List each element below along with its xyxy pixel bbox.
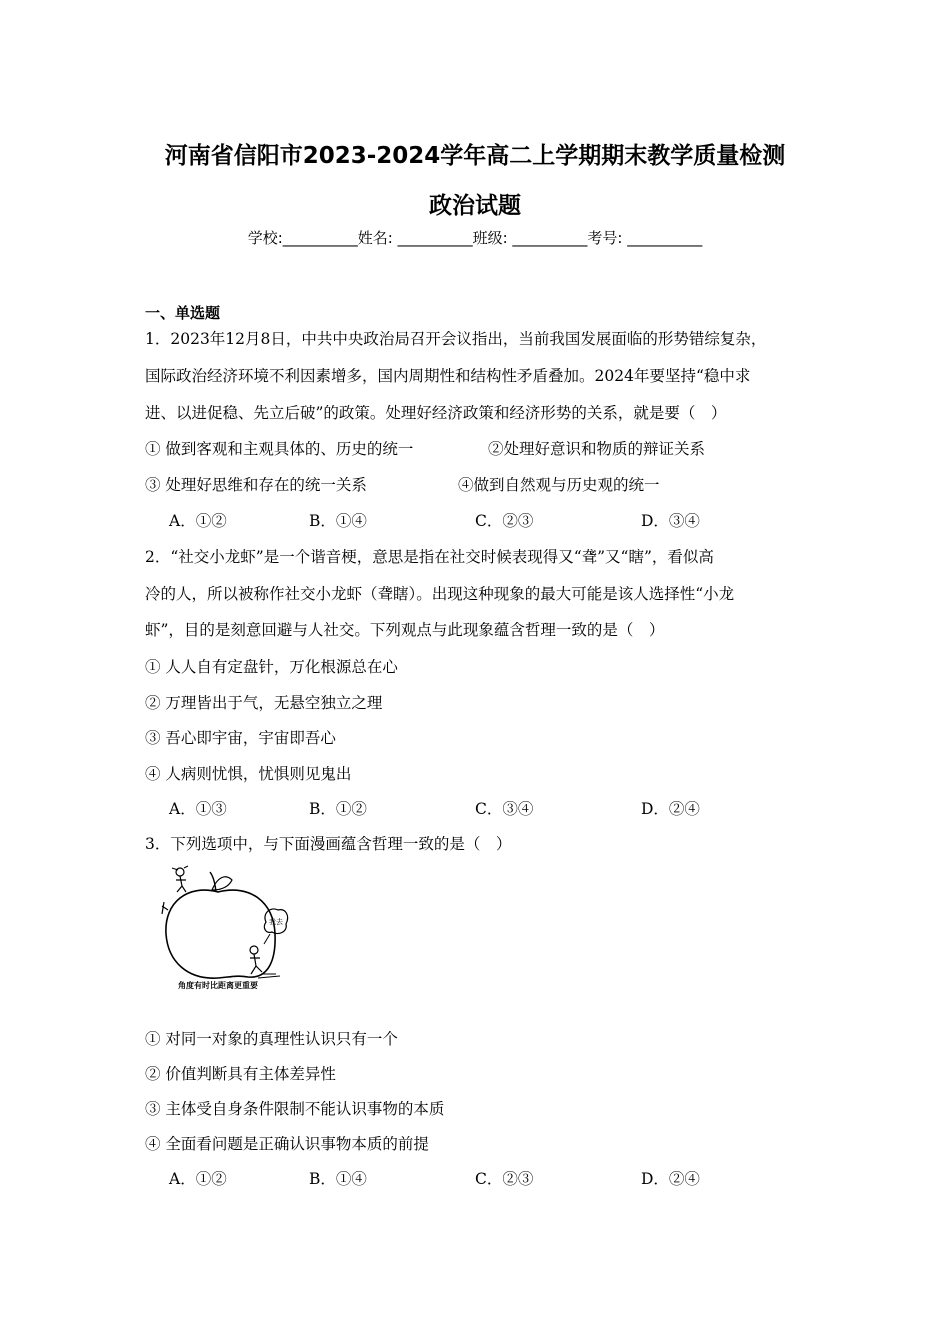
q3-statement: ② 价值判断具有主体差异性: [145, 1065, 336, 1083]
cartoon-caption: 角度有时比距离更重要: [178, 981, 258, 990]
q3-stem: 3．下列选项中，与下面漫画蕴含哲理一致的是（ ）: [145, 835, 512, 853]
q2-option-c[interactable]: C．③④: [475, 800, 534, 818]
q2-statement: ④ 人病则忧惧，忧惧则见鬼出: [145, 765, 352, 783]
q3-option-a[interactable]: A．①②: [169, 1170, 227, 1188]
q2-option-a[interactable]: A．①③: [169, 800, 227, 818]
q3-statement: ④ 全面看问题是正确认识事物本质的前提: [145, 1135, 429, 1153]
q3-option-d[interactable]: D．②④: [641, 1170, 700, 1188]
q1-statement: ④做到自然观与历史观的统一: [458, 476, 660, 494]
q1-option-a[interactable]: A．①②: [169, 512, 227, 530]
exam-subject: 政治试题: [429, 193, 521, 219]
q1-statement: ②处理好意识和物质的辩证关系: [488, 440, 706, 458]
q2-statement: ③ 吾心即宇宙，宇宙即吾心: [145, 729, 336, 747]
student-info-line: 学校:__________姓名: __________班级: __________考号: __________: [247, 229, 703, 247]
q3-option-b[interactable]: B．①④: [309, 1170, 367, 1188]
q3-statement: ① 对同一对象的真理性认识只有一个: [145, 1030, 398, 1048]
q2-stem-line: 2．“社交小龙虾”是一个谐音梗，意思是指在社交时候表现得又“聋”又“瞎”，看似高: [145, 548, 714, 566]
exam-title: 河南省信阳市2023-2024学年高二上学期期末教学质量检测: [164, 143, 786, 169]
q2-stem-line: 冷的人，所以被称作社交小龙虾（聋瞎）。出现这种现象的最大可能是该人选择性“小龙: [145, 585, 735, 603]
q3-option-c[interactable]: C．②③: [475, 1170, 534, 1188]
q1-stem-line: 国际政治经济环境不利因素增多，国内周期性和结构性矛盾叠加。2024年要坚持“稳中求: [145, 367, 751, 385]
apple-cartoon-image: [158, 862, 298, 992]
q1-statement: ① 做到客观和主观具体的、历史的统一: [145, 440, 414, 458]
q2-statement: ① 人人自有定盘针，万化根源总在心: [145, 658, 398, 676]
q2-statement: ② 万理皆出于气，无悬空独立之理: [145, 694, 383, 712]
q1-stem-line: 进、以进促稳、先立后破”的政策。处理好经济政策和经济形势的关系，就是要（ ）: [145, 404, 727, 422]
q1-stem-line: 1．2023年12月8日，中共中央政治局召开会议指出，当前我国发展面临的形势错综复杂，: [145, 330, 767, 348]
q1-option-b[interactable]: B．①④: [309, 512, 367, 530]
q1-option-d[interactable]: D．③④: [641, 512, 700, 530]
q1-option-c[interactable]: C．②③: [475, 512, 534, 530]
cartoon-bubble-text: 我去: [269, 918, 283, 926]
q2-stem-line: 虾”，目的是刻意回避与人社交。下列观点与此现象蕴含哲理一致的是（ ）: [145, 621, 665, 639]
q2-option-b[interactable]: B．①②: [309, 800, 367, 818]
q3-statement: ③ 主体受自身条件限制不能认识事物的本质: [145, 1100, 445, 1118]
section-title: 一、单选题: [145, 304, 221, 322]
q1-statement: ③ 处理好思维和存在的统一关系: [145, 476, 367, 494]
q2-option-d[interactable]: D．②④: [641, 800, 700, 818]
